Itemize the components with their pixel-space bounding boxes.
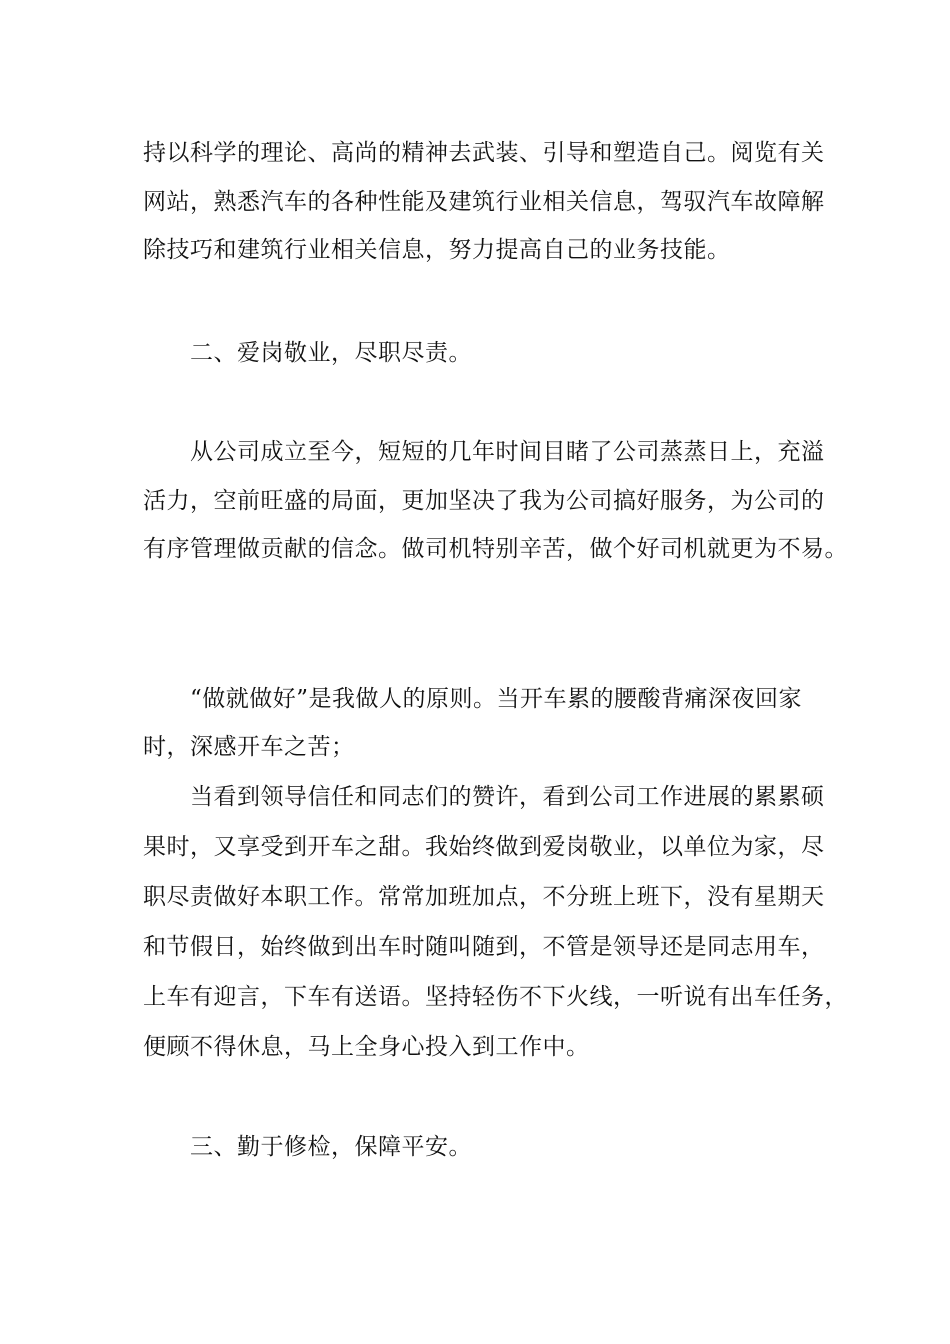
section-heading: 二、爱岗敬业，尽职尽责。 (190, 340, 472, 366)
text-line: 除技巧和建筑行业相关信息，努力提高自己的业务技能。 (143, 237, 731, 263)
text-line: 时，深感开车之苦； (143, 734, 355, 760)
section-heading: 三、勤于修检，保障平安。 (190, 1134, 472, 1160)
text-line: 网站，熟悉汽车的各种性能及建筑行业相关信息，驾驭汽车故障解 (143, 189, 825, 215)
text-line: 活力，空前旺盛的局面，更加坚决了我为公司搞好服务，为公司的 (143, 488, 825, 514)
text-line: 有序管理做贡献的信念。做司机特别辛苦，做个好司机就更为不易。 (143, 536, 848, 562)
text-line: 和节假日，始终做到出车时随叫随到，不管是领导还是同志用车， (143, 934, 825, 960)
text-line: 当看到领导信任和同志们的赞许，看到公司工作进展的累累硕 (190, 784, 825, 810)
text-line: 从公司成立至今，短短的几年时间目睹了公司蒸蒸日上，充溢 (190, 439, 825, 465)
text-line: 持以科学的理论、高尚的精神去武装、引导和塑造自己。阅览有关 (143, 140, 825, 166)
text-line: 果时，又享受到开车之甜。我始终做到爱岗敬业，以单位为家，尽 (143, 834, 825, 860)
text-line: “做就做好”是我做人的原则。当开车累的腰酸背痛深夜回家 (190, 686, 803, 712)
text-line: 便顾不得休息，马上全身心投入到工作中。 (143, 1034, 590, 1060)
text-line: 职尽责做好本职工作。常常加班加点，不分班上班下，没有星期天 (143, 884, 825, 910)
text-line: 上车有迎言，下车有送语。坚持轻伤不下火线，一听说有出车任务， (143, 984, 848, 1010)
